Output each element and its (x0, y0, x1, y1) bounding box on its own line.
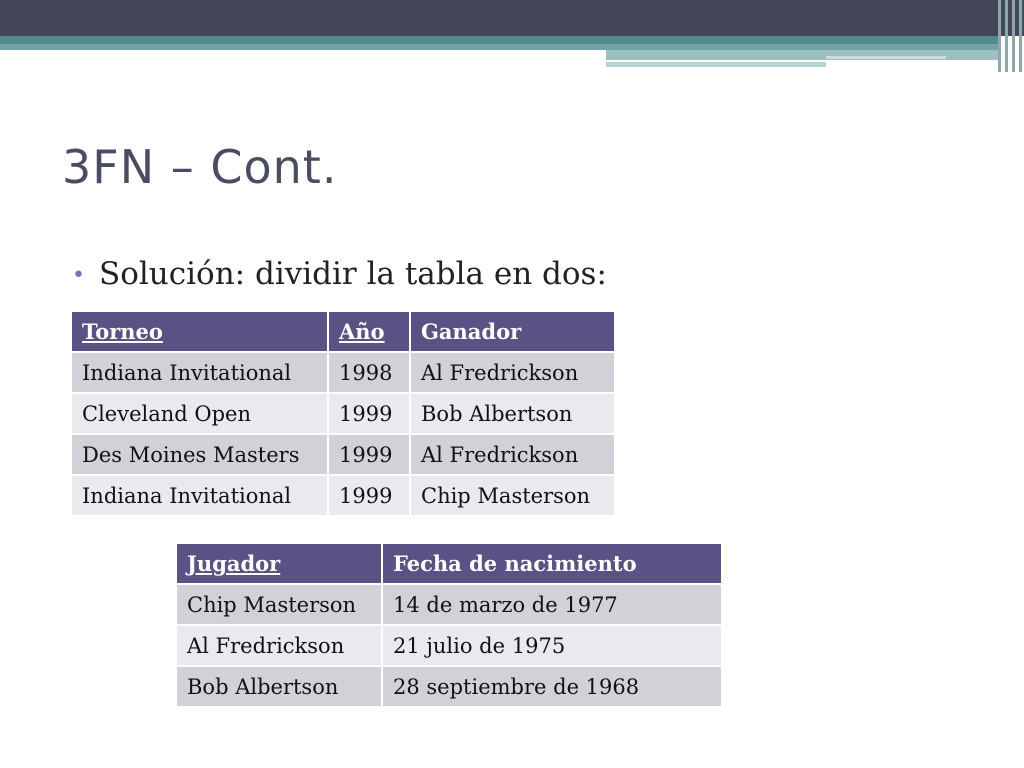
table-cell: 14 de marzo de 1977 (383, 585, 721, 624)
tournaments-table (70, 310, 616, 517)
table-cell: 1999 (329, 476, 409, 515)
slide-title: 3FN – Cont. (62, 140, 338, 194)
table-row (177, 626, 721, 665)
header-cell: Ganador (411, 312, 614, 351)
table-cell: 28 septiembre de 1968 (383, 667, 721, 706)
table-row (177, 585, 721, 624)
table-header-row (72, 312, 614, 351)
table-cell: Al Fredrickson (177, 626, 381, 665)
bullet-dot-icon: • (72, 263, 85, 288)
decorative-lines (994, 0, 1024, 72)
header-cell: Fecha de nacimiento (383, 544, 721, 583)
table-cell: Des Moines Masters (72, 435, 327, 474)
table-cell: 1998 (329, 353, 409, 392)
header-stripe (826, 56, 946, 59)
table-cell: 21 julio de 1975 (383, 626, 721, 665)
header-cell: Torneo (72, 312, 327, 351)
header-cell: Año (329, 312, 409, 351)
table-row (72, 435, 614, 474)
header-cell: Jugador (177, 544, 381, 583)
players-table (175, 542, 723, 708)
table-cell: Bob Albertson (177, 667, 381, 706)
table-cell: 1999 (329, 435, 409, 474)
table-row (177, 667, 721, 706)
table-header-row (177, 544, 721, 583)
table-row (72, 353, 614, 392)
table-cell: Bob Albertson (411, 394, 614, 433)
table-row (72, 476, 614, 515)
bullet-item (72, 256, 607, 292)
bullet-text: Solución: dividir la tabla en dos: (98, 256, 607, 292)
table-row (72, 394, 614, 433)
table-cell: Indiana Invitational (72, 353, 327, 392)
table-cell: Al Fredrickson (411, 435, 614, 474)
header-bar (0, 0, 1024, 36)
table-cell: Cleveland Open (72, 394, 327, 433)
header-stripe (0, 36, 1000, 44)
table-cell: Al Fredrickson (411, 353, 614, 392)
table-cell: 1999 (329, 394, 409, 433)
table-cell: Indiana Invitational (72, 476, 327, 515)
table-cell: Chip Masterson (177, 585, 381, 624)
header-stripe (606, 62, 826, 67)
table-cell: Chip Masterson (411, 476, 614, 515)
